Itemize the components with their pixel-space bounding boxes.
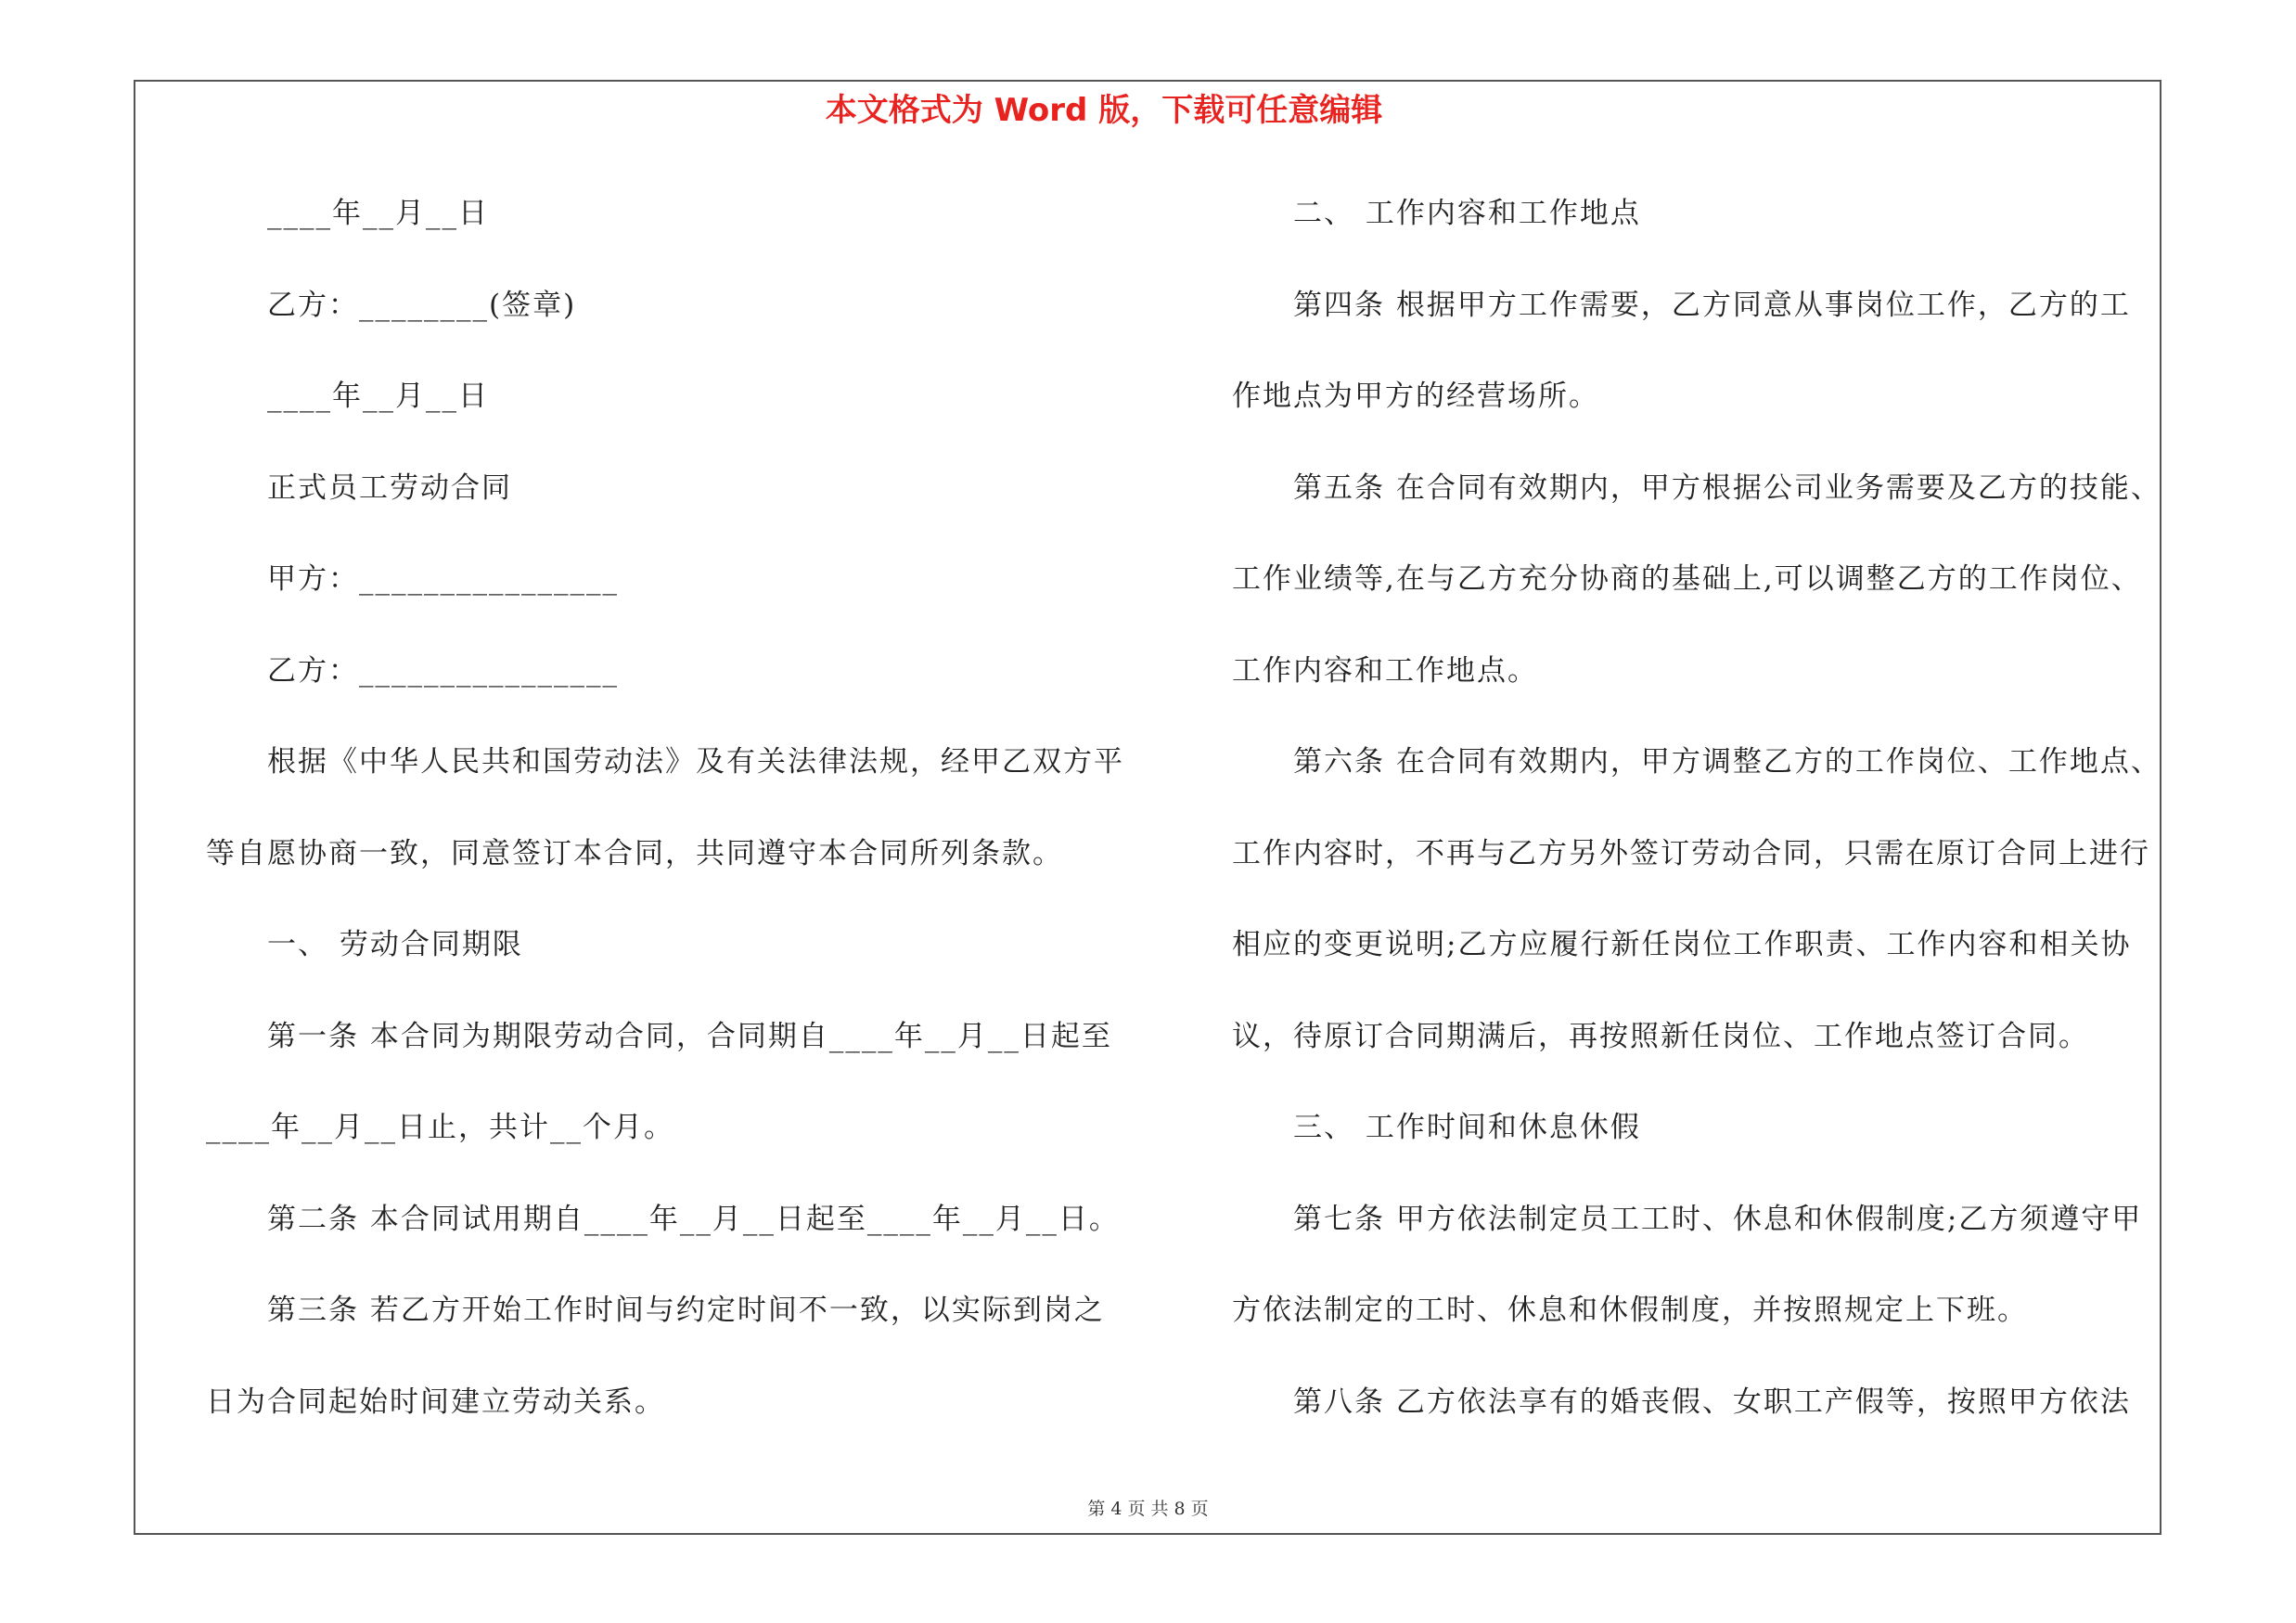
right-column-line: 方依法制定的工时、休息和休假制度，并按照规定上下班。	[1232, 1294, 2028, 1327]
left-column-line: 第三条 若乙方开始工作时间与约定时间不一致，以实际到岗之	[267, 1294, 1105, 1327]
left-column-line: ____年__月__日	[267, 197, 489, 230]
left-column-line: 日为合同起始时间建立劳动关系。	[206, 1385, 665, 1419]
left-column-line: ____年__月__日止，共计__个月。	[206, 1111, 674, 1144]
right-column-line: 三、 工作时间和休息休假	[1293, 1111, 1641, 1144]
left-column-line: 正式员工劳动合同	[267, 471, 512, 505]
page-number-footer: 第 4 页 共 8 页	[1087, 1499, 1209, 1519]
format-notice-banner: 本文格式为 Word 版，下载可任意编辑	[825, 92, 1383, 129]
right-column-line: 二、 工作内容和工作地点	[1293, 197, 1641, 230]
right-column-line: 工作内容和工作地点。	[1232, 654, 1538, 688]
right-column-line: 第六条 在合同有效期内，甲方调整乙方的工作岗位、工作地点、	[1293, 745, 2161, 779]
left-column-line: 乙方：________________	[267, 654, 619, 688]
left-column-line: 第二条 本合同试用期自____年__月__日起至____年__月__日。	[267, 1203, 1120, 1236]
right-column-line: 议，待原订合同期满后，再按照新任岗位、工作地点签订合同。	[1232, 1020, 2089, 1053]
left-column-line: 根据《中华人民共和国劳动法》及有关法律法规，经甲乙双方平	[267, 745, 1124, 779]
right-column-line: 作地点为甲方的经营场所。	[1232, 380, 1599, 413]
right-column-line: 第七条 甲方依法制定员工工时、休息和休假制度;乙方须遵守甲	[1293, 1203, 2143, 1236]
left-column-line: 甲方：________________	[267, 562, 619, 596]
left-column-line: ____年__月__日	[267, 380, 489, 413]
left-column-line: 第一条 本合同为期限劳动合同，合同期自____年__月__日起至	[267, 1020, 1112, 1053]
right-column-line: 第八条 乙方依法享有的婚丧假、女职工产假等，按照甲方依法	[1293, 1385, 2131, 1419]
left-column-line: 等自愿协商一致，同意签订本合同，共同遵守本合同所列条款。	[206, 837, 1063, 870]
right-column-line: 工作业绩等,在与乙方充分协商的基础上,可以调整乙方的工作岗位、	[1232, 562, 2142, 596]
left-column-line: 一、 劳动合同期限	[267, 928, 523, 961]
right-column-line: 第四条 根据甲方工作需要，乙方同意从事岗位工作，乙方的工	[1293, 289, 2131, 322]
left-column-line: 乙方：________(签章)	[267, 289, 577, 322]
right-column-line: 第五条 在合同有效期内，甲方根据公司业务需要及乙方的技能、	[1293, 471, 2161, 505]
right-column-line: 相应的变更说明;乙方应履行新任岗位工作职责、工作内容和相关协	[1232, 928, 2132, 961]
right-column-line: 工作内容时，不再与乙方另外签订劳动合同，只需在原订合同上进行	[1232, 837, 2150, 870]
